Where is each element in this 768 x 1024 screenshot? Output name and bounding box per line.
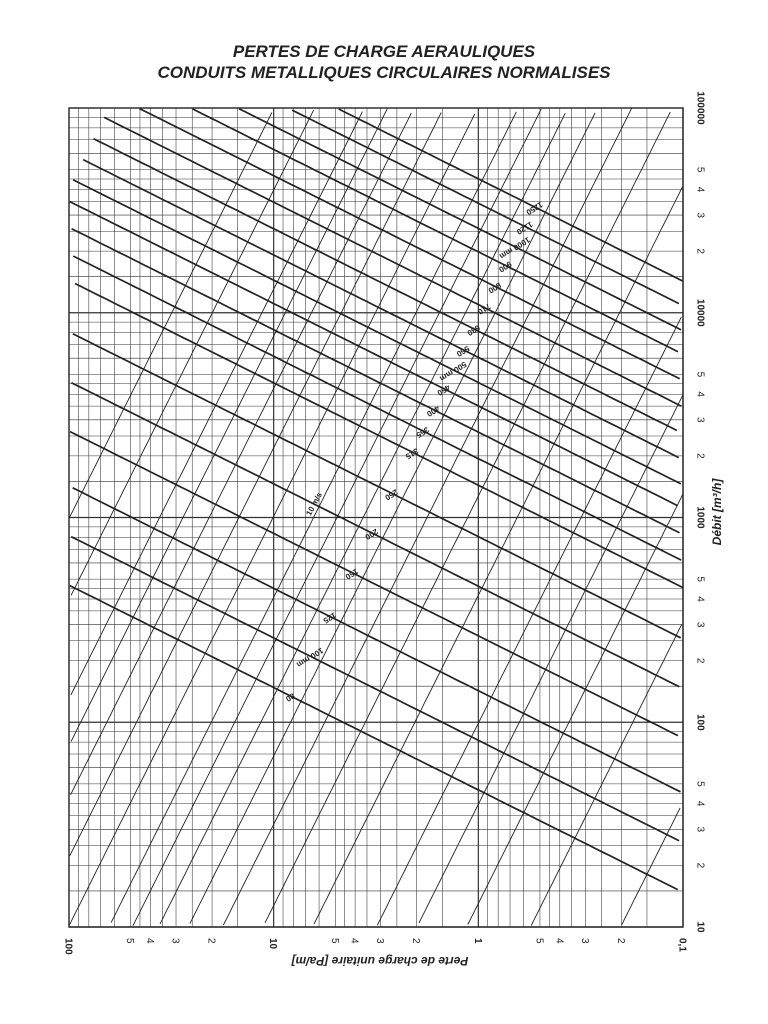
diameter-line xyxy=(75,284,683,588)
diameter-label: 800 xyxy=(486,280,503,296)
x-tick-label: 2 xyxy=(410,938,422,944)
y-tick-label: 1000 xyxy=(694,506,706,529)
y-tick-label: 100000 xyxy=(694,91,706,125)
y-tick-label: 10 xyxy=(694,921,706,933)
x-tick-label: 5 xyxy=(328,937,340,944)
y-tick-label: 3 xyxy=(694,417,706,423)
diameter-label: 450 xyxy=(435,382,452,398)
y-tick-label: 4 xyxy=(694,596,706,602)
diameter-line xyxy=(193,109,678,352)
y-tick-label: 5 xyxy=(694,781,706,787)
diameter-label: 200 xyxy=(363,526,380,542)
diameter-label: 710 xyxy=(476,301,493,317)
diameter-label: 560 xyxy=(454,343,472,359)
x-tick-label: 4 xyxy=(348,938,360,944)
diameter-label: 1120 xyxy=(514,219,535,237)
x-tick-labels xyxy=(63,938,688,955)
y-tick-label: 2 xyxy=(694,862,706,869)
velocity-line xyxy=(69,112,272,517)
diameter-label: 160 xyxy=(343,566,360,582)
y-tick-label: 5 xyxy=(694,371,706,378)
velocity-line xyxy=(70,114,475,925)
x-tick-label: 1 xyxy=(471,938,483,944)
y-tick-label: 4 xyxy=(694,186,706,193)
chart-subtitle: CONDUITS METALLIQUES CIRCULAIRES NORMALISES xyxy=(157,63,611,82)
diameter-label: 100 mm xyxy=(294,645,325,670)
x-tick-label: 2 xyxy=(205,937,217,944)
diameter-label: 400 xyxy=(425,403,442,419)
diameter-label: 630 xyxy=(465,322,482,338)
diameter-label: 80 xyxy=(283,691,297,704)
diameter-line xyxy=(70,586,678,890)
x-tick-label: 5 xyxy=(533,938,545,944)
diameter-label: 1250 xyxy=(524,199,545,217)
x-tick-label: 4 xyxy=(553,937,565,944)
x-tick-label: 2 xyxy=(614,937,626,944)
diameter-label: 315 xyxy=(403,446,421,461)
y-tick-label: 3 xyxy=(694,826,706,833)
y-tick-label: 3 xyxy=(694,212,706,218)
x-tick-label: 0,1 xyxy=(676,938,688,952)
grid xyxy=(69,108,683,927)
y-tick-label: 5 xyxy=(694,576,706,582)
x-tick-label: 3 xyxy=(169,938,181,944)
velocity-line xyxy=(468,495,683,925)
y-tick-labels xyxy=(694,91,705,933)
y-tick-label: 5 xyxy=(694,166,706,173)
diameter-line xyxy=(70,432,678,736)
x-axis-label: Perte de charge unitaire [Pa/m] xyxy=(291,954,469,968)
y-tick-label: 100 xyxy=(694,713,706,731)
x-tick-label: 5 xyxy=(124,938,136,944)
y-tick-label: 4 xyxy=(694,391,706,397)
x-tick-label: 10 xyxy=(267,937,279,950)
y-tick-label: 2 xyxy=(694,248,706,254)
diameter-label: 900 xyxy=(497,259,514,275)
diameter-label: 250 xyxy=(383,487,400,503)
diameter-line xyxy=(139,109,679,379)
y-tick-label: 2 xyxy=(694,657,706,664)
velocity-line xyxy=(71,109,387,742)
y-tick-label: 3 xyxy=(694,621,706,628)
x-tick-label: 100 xyxy=(62,938,74,955)
diameter-label: 125 xyxy=(321,610,338,626)
diameter-line xyxy=(292,110,679,304)
diameter-label: 355 xyxy=(414,424,431,440)
y-tick-label: 2 xyxy=(694,453,706,459)
velocity-line xyxy=(223,108,631,925)
velocity-label: 10 m/s xyxy=(304,490,325,518)
velocity-line xyxy=(419,395,683,923)
x-tick-label: 3 xyxy=(578,938,590,944)
y-axis-label: Débit [m³/h] xyxy=(710,478,724,546)
x-tick-label: 4 xyxy=(143,938,155,944)
y-tick-label: 4 xyxy=(694,800,706,807)
diameter-label: 500 mm xyxy=(438,359,469,384)
y-tick-label: 10000 xyxy=(694,298,706,327)
x-tick-label: 3 xyxy=(374,937,386,944)
chart-title: PERTES DE CHARGE AERAULIQUES xyxy=(232,42,536,61)
diameter-line xyxy=(72,229,680,533)
diameter-line xyxy=(73,334,681,638)
diameter-label: 1000 mm xyxy=(497,235,532,261)
